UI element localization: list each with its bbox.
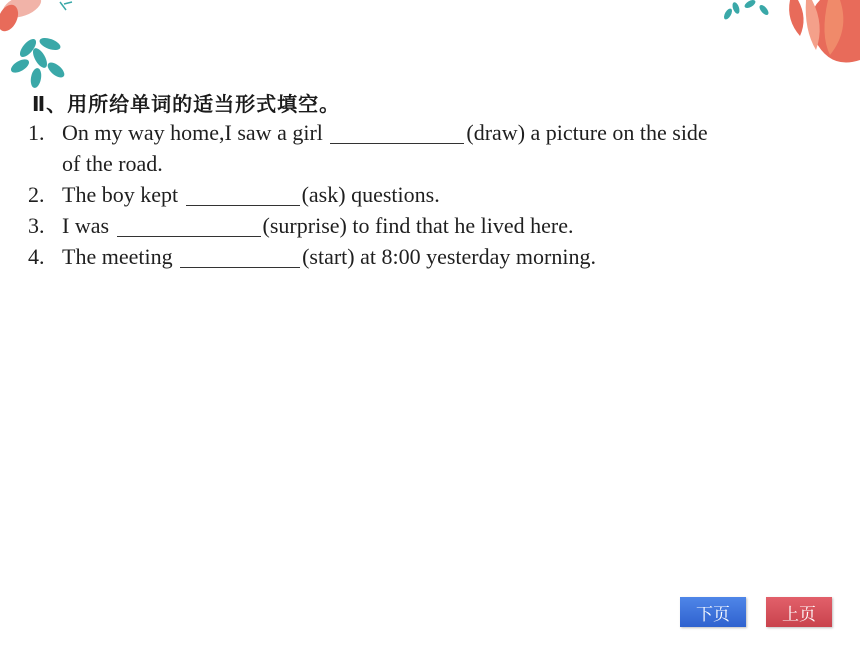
question-1-continuation: of the road.: [62, 151, 163, 176]
question-number: 1.: [28, 120, 45, 145]
question-text-before: The boy kept: [62, 182, 179, 207]
word-hint: (start): [302, 244, 355, 269]
section-title: Ⅱ、用所给单词的适当形式填空。: [32, 92, 341, 116]
question-3: [28, 211, 574, 241]
question-number: 3.: [28, 213, 45, 238]
question-4: [28, 242, 596, 272]
answer-blank[interactable]: [330, 121, 464, 144]
question-1: [28, 118, 708, 148]
question-text-before: I was: [62, 213, 110, 238]
question-text-after: at 8:00 yesterday morning.: [360, 244, 596, 269]
word-hint: (ask): [301, 182, 346, 207]
question-text-before: On my way home,I saw a girl: [62, 120, 323, 145]
word-hint: (surprise): [262, 213, 347, 238]
question-number: 4.: [28, 244, 45, 269]
word-hint: (draw): [466, 120, 526, 145]
question-number: 2.: [28, 182, 45, 207]
answer-blank[interactable]: [117, 214, 261, 237]
question-text-after: to find that he lived here.: [352, 213, 574, 238]
question-text-before: The meeting: [62, 244, 173, 269]
question-text-after: a picture on the side: [530, 120, 708, 145]
question-text-after: questions.: [351, 182, 440, 207]
answer-blank[interactable]: [186, 183, 300, 206]
answer-blank[interactable]: [180, 245, 300, 268]
previous-page-button[interactable]: 上页: [766, 597, 832, 627]
flower-decoration-icon: [720, 0, 860, 80]
next-page-button[interactable]: 下页: [680, 597, 746, 627]
question-2: [28, 180, 440, 210]
